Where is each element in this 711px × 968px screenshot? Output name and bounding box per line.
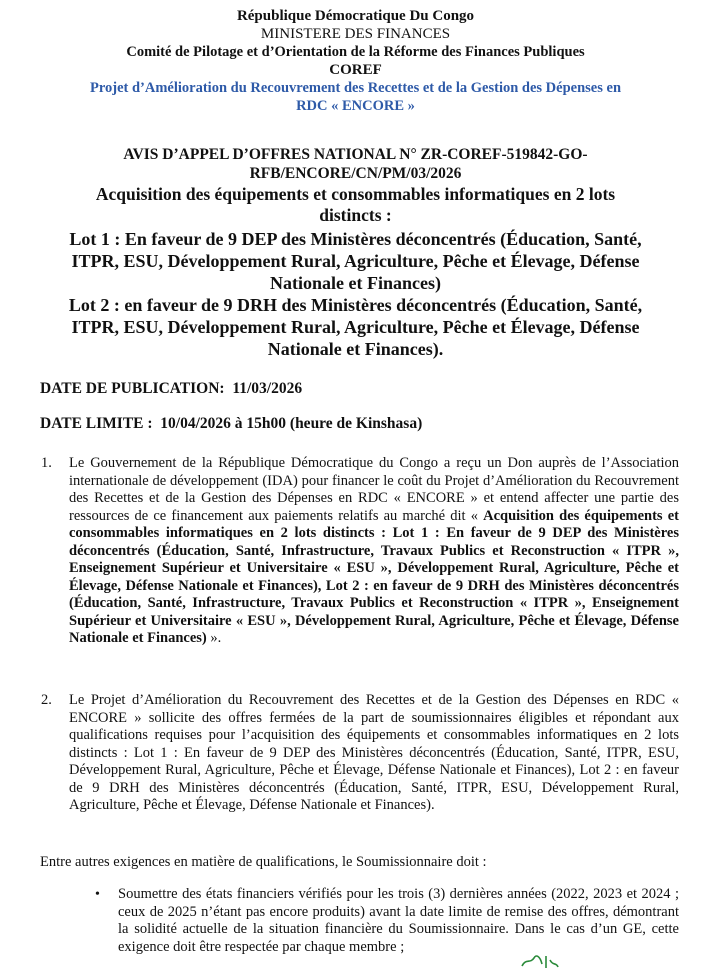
header-project-line1: Projet d’Amélioration du Recouvrement des Recettes et de la Gestion des Dépenses en bbox=[89, 80, 622, 96]
publication-date-label: DATE DE PUBLICATION: bbox=[40, 380, 225, 397]
paragraph-2: Le Projet d’Amélioration du Recouvrement des Recettes et de la Gestion des Dépenses en RDC « ENCORE » sollicite des offres fermées de la part de soumissionnaires éligibles et répondant aux qualifications requises pour l’acquisition des équipements et consommables informatiques en 2 lots distincts : Lot 1 : En faveur de 9 DEP des Ministères déconcentrés (Éducation, Santé, ITPR, ESU, Développement Rural, Agriculture, Pêche et Élevage, Défense Nationale et Finances), Lot 2 : en faveur de 9 DRH des Ministères déconcentrés (Éducation, Santé, ITPR, ESU, Développement Rural, Agriculture, Pêche et Élevage, Défense Nationale et Finances). bbox=[69, 692, 679, 813]
publication-date-value: 11/03/2026 bbox=[232, 380, 303, 397]
bullet-symbol: • bbox=[95, 887, 100, 902]
lot1-line2: ITPR, ESU, Développement Rural, Agriculture, Pêche et Élevage, Défense bbox=[71, 251, 640, 271]
paragraph-1 bbox=[69, 455, 679, 648]
paragraph-1-end: ». bbox=[206, 630, 222, 646]
publication-date-row bbox=[40, 379, 302, 398]
notice-subject-line2: distincts : bbox=[319, 205, 392, 225]
deadline-date-label: DATE LIMITE : bbox=[40, 415, 153, 432]
initials-signature-mark bbox=[520, 952, 560, 968]
notice-ref-line1: AVIS D’APPEL D’OFFRES NATIONAL N° ZR-COREF-519842-GO- bbox=[123, 146, 588, 163]
paragraph-1-number: 1. bbox=[41, 455, 52, 471]
notice-subject-line1: Acquisition des équipements et consommables informatiques en 2 lots bbox=[95, 184, 616, 204]
requirement-item-1: Soumettre des états financiers vérifiés pour les trois (3) dernières années (2022, 2023 et 2024 ; ceux de 2025 n’étant pas encore produits) avant la date limite de remise des offres, démontrant la solidité actuelle de la situation financière du Soumissionnaire. Dans le cas d’un GE, cette exigence doit être respectée par chaque membre ; bbox=[118, 886, 679, 955]
paragraph-1-plain: Le Gouvernement de la République Démocratique du Congo a reçu un Don auprès de l’Association internationale de développement (IDA) pour financer le coût du Projet d’Amélioration du Recouvrement des Recettes et de la Gestion des Dépenses en RDC « ENCORE » et entend affecter une partie des ressources de ce financement aux paiements relatifs au marché dit « bbox=[69, 455, 679, 524]
deadline-date-row bbox=[40, 414, 422, 433]
paragraph-1-bold: Acquisition des équipements et consommables informatiques en 2 lots distincts : Lot 1 : En faveur de 9 DEP des Ministères déconcentrés (Éducation, Santé, Infrastructure, Travaux Publics et Reconstruction « ITPR », Enseignement Supérieur et Universitaire « ESU », Développement Rural, Agriculture, Pêche et Élevage, Défense Nationale et Finances), Lot 2 : en faveur de 9 DRH des Ministères déconcentrés (Éducation, Santé, Infrastructure, Travaux Publics et Reconstruction « ITPR », Enseignement Supérieur et Universitaire « ESU », Développement Rural, Agriculture, Pêche et Élevage, Défense Nationale et Finances) bbox=[69, 507, 679, 646]
lot2-line2: ITPR, ESU, Développement Rural, Agriculture, Pêche et Élevage, Défense bbox=[71, 317, 640, 337]
deadline-date-value: 10/04/2026 à 15h00 (heure de Kinshasa) bbox=[160, 415, 423, 432]
header-country: République Démocratique Du Congo bbox=[236, 8, 475, 24]
header-acronym: COREF bbox=[329, 62, 382, 78]
header-project-line2: RDC « ENCORE » bbox=[296, 98, 415, 114]
lot2-line1: Lot 2 : en faveur de 9 DRH des Ministères déconcentrés (Éducation, Santé, bbox=[68, 295, 643, 315]
paragraph-2-number: 2. bbox=[41, 692, 52, 708]
lot2-line3: Nationale et Finances). bbox=[267, 339, 444, 359]
notice-ref-line2: RFB/ENCORE/CN/PM/03/2026 bbox=[249, 165, 462, 182]
lot1-line3: Nationale et Finances) bbox=[270, 273, 441, 293]
header-ministry: MINISTERE DES FINANCES bbox=[260, 26, 451, 42]
lot1-line1: Lot 1 : En faveur de 9 DEP des Ministères déconcentrés (Éducation, Santé, bbox=[69, 229, 642, 249]
requirements-intro: Entre autres exigences en matière de qualifications, le Soumissionnaire doit : bbox=[40, 854, 487, 870]
header-committee: Comité de Pilotage et d’Orientation de la Réforme des Finances Publiques bbox=[126, 44, 585, 60]
